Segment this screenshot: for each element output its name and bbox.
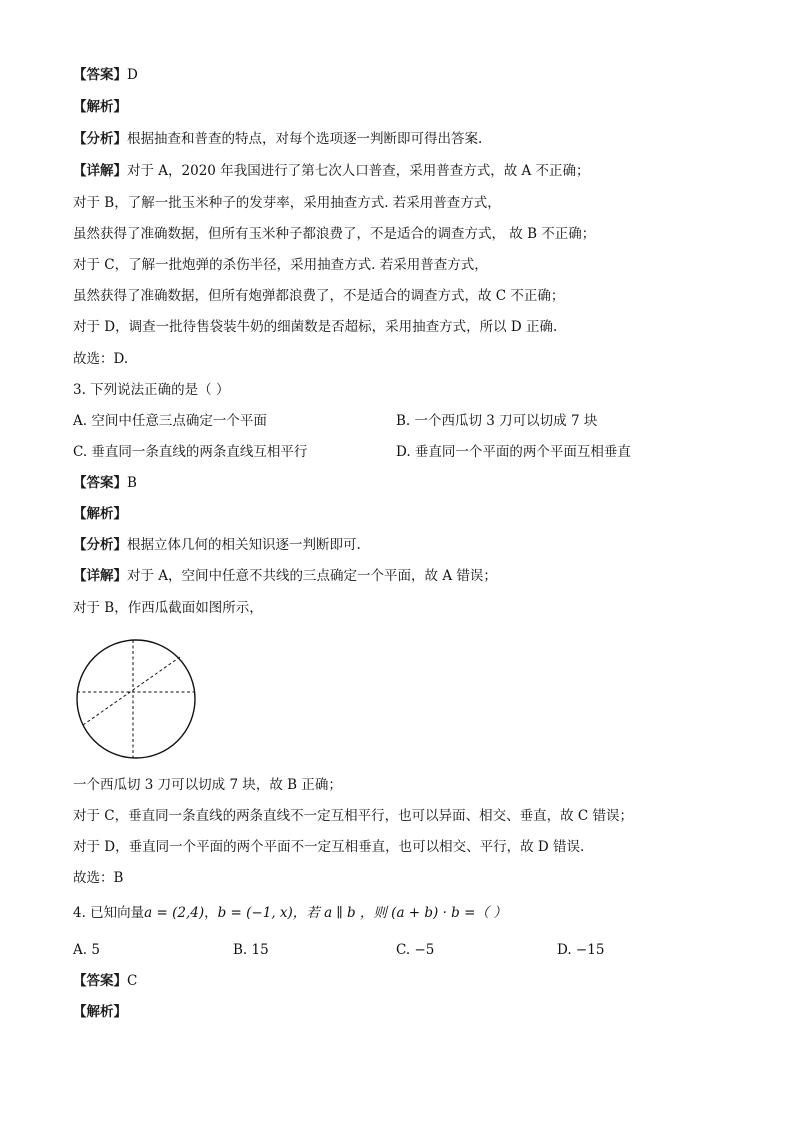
q4-option-c: C. −5 [396, 942, 435, 958]
section-circle [77, 640, 195, 758]
q3-fenxi-line [73, 536, 361, 554]
q3-line: 一个西瓜切 3 刀可以切成 7 块，故 B 正确； [73, 777, 342, 793]
q3-choice-line: 故选：B [73, 870, 124, 886]
q2-choice-line: 故选：D. [73, 351, 129, 367]
q4-option-a: A. 5 [73, 942, 100, 958]
q2-line: 对于 D，调查一批待售袋装牛奶的细菌数是否超标，采用抽查方式，所以 D 正确. [73, 319, 558, 335]
diagonal-cut-line [83, 657, 180, 725]
q2-jiexi-tag: 【解析】 [73, 99, 127, 115]
answer-tag: 【答案】 [73, 475, 127, 491]
q4-option-b: B. 15 [233, 942, 269, 958]
q3-line: 对于 D，垂直同一个平面的两个平面不一定互相垂直，也可以相交、平行，故 D 错误. [73, 839, 585, 855]
q2-line: 虽然获得了准确数据，但所有玉米种子都浪费了，不是适合的调查方式， 故 B 不正确； [73, 226, 596, 242]
q3-stem: 3. 下列说法正确的是（ ） [73, 382, 230, 398]
q3-answer-line [73, 474, 137, 492]
q3-jiexi-tag: 【解析】 [73, 506, 127, 522]
q4-stem-prefix: 4. 已知向量 [73, 905, 145, 921]
q3-option-d: D. 垂直同一个平面的两个平面互相垂直 [396, 444, 631, 460]
watermelon-cross-section-figure [73, 637, 201, 761]
xiangjie-tag: 【详解】 [73, 568, 127, 584]
fenxi-text: 根据立体几何的相关知识逐一判断即可. [127, 537, 361, 553]
q2-line: 对于 C，了解一批炮弹的杀伤半径，采用抽查方式. 若采用普查方式， [73, 257, 488, 273]
q3-line: 对于 B，作西瓜截面如图所示， [73, 600, 263, 616]
xiangjie-tag: 【详解】 [73, 163, 127, 179]
q2-answer-line [73, 66, 138, 84]
q4-option-d: D. −15 [557, 942, 605, 958]
q4-condition: ，若 a ∥ b ，则 (a + b) · b =（ ） [292, 905, 507, 921]
answer-value: B [127, 475, 137, 491]
q3-option-b: B. 一个西瓜切 3 刀可以切成 7 块 [396, 413, 598, 429]
q3-xiangjie-line [73, 567, 497, 585]
vector-b: b = (−1, x) [217, 905, 293, 921]
answer-tag: 【答案】 [73, 67, 127, 83]
q3-line: 对于 C，垂直同一条直线的两条直线不一定互相平行，也可以异面、相交、垂直，故 C 错误； [73, 808, 634, 824]
q2-fenxi-line [73, 130, 482, 148]
q2-xiangjie-line [73, 162, 590, 180]
q4-answer-line [73, 972, 137, 990]
q3-option-c: C. 垂直同一条直线的两条直线互相平行 [73, 444, 308, 460]
fenxi-tag: 【分析】 [73, 537, 127, 553]
q2-line: 虽然获得了准确数据，但所有炮弹都浪费了，不是适合的调查方式，故 C 不正确； [73, 288, 565, 304]
answer-value: D [127, 67, 138, 83]
q4-stem: 4. 已知向量a = (2,4)，b = (−1, x)，若 a ∥ b ，则 (a + b) · b =（ ） [73, 905, 507, 921]
q2-line: 对于 B，了解一批玉米种子的发芽率，采用抽查方式. 若采用普查方式， [73, 195, 501, 211]
q3-option-a: A. 空间中任意三点确定一个平面 [73, 413, 267, 429]
answer-value: C [127, 973, 138, 989]
answer-tag: 【答案】 [73, 973, 127, 989]
vector-a: a = (2,4) [144, 905, 205, 921]
fenxi-tag: 【分析】 [73, 131, 127, 147]
xiangjie-text: 对于 A，空间中任意不共线的三点确定一个平面，故 A 错误； [127, 568, 497, 584]
fenxi-text: 根据抽查和普查的特点，对每个选项逐一判断即可得出答案. [127, 131, 483, 147]
xiangjie-text: 对于 A，2020 年我国进行了第七次人口普查，采用普查方式，故 A 不正确； [127, 163, 590, 179]
q4-jiexi-tag: 【解析】 [73, 1004, 127, 1020]
